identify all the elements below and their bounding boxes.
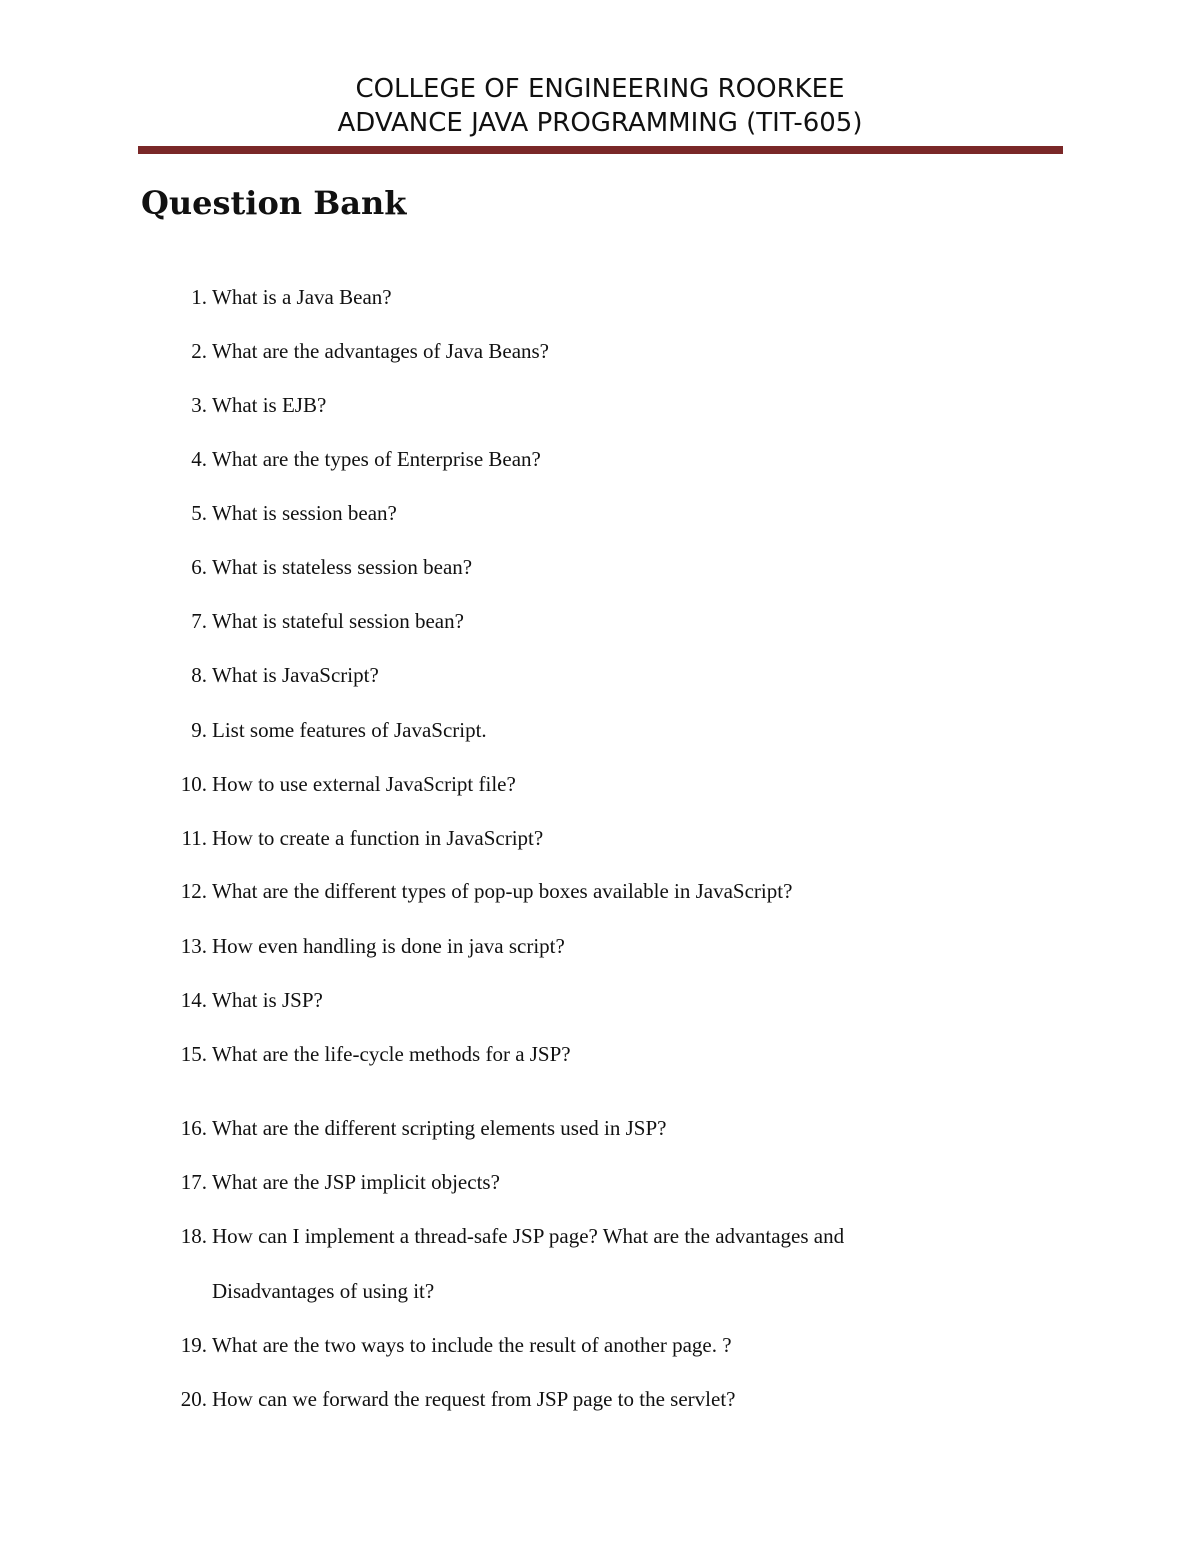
question-text: What are the different scripting elements used in JSP? [212, 1116, 667, 1140]
question-number: 19. [180, 1333, 207, 1357]
question-text: How to create a function in JavaScript? [212, 826, 544, 850]
question-text: What is EJB? [212, 393, 327, 417]
question-text: How even handling is done in java script? [212, 934, 565, 958]
question-number: 20. [180, 1387, 207, 1411]
question-number: 1. [191, 285, 207, 309]
question-number: 18. [180, 1224, 207, 1248]
question-text: How can I implement a thread-safe JSP page? What are the advantages and [212, 1224, 845, 1248]
question-number: 15. [180, 1042, 207, 1066]
question-number: 5. [191, 501, 207, 525]
question-number: 11. [181, 826, 207, 850]
question-number: 7. [191, 609, 207, 633]
question-number: 3. [191, 393, 207, 417]
question-number: 12. [180, 879, 207, 903]
question-text: What are the two ways to include the result of another page. ? [212, 1333, 732, 1357]
question-number: 16. [180, 1116, 207, 1140]
question-text: What is stateless session bean? [212, 555, 473, 579]
question-text: What are the different types of pop-up boxes available in JavaScript? [212, 879, 793, 903]
course-title: ADVANCE JAVA PROGRAMMING (TIT-605) [337, 108, 863, 138]
question-number: 4. [191, 447, 207, 471]
header-divider [138, 146, 1063, 154]
question-text: How can we forward the request from JSP page to the servlet? [212, 1387, 736, 1411]
document-header [0, 72, 1200, 140]
question-text-continuation: Disadvantages of using it? [212, 1279, 435, 1303]
question-text: How to use external JavaScript file? [212, 772, 516, 796]
question-number: 8. [191, 663, 207, 687]
question-text: What are the JSP implicit objects? [212, 1170, 500, 1194]
question-text: What is stateful session bean? [212, 609, 464, 633]
page-title: Question Bank [141, 184, 407, 222]
question-text: What are the types of Enterprise Bean? [212, 447, 541, 471]
question-number: 14. [180, 988, 207, 1012]
question-text: What is JSP? [212, 988, 323, 1012]
question-text: What is JavaScript? [212, 663, 379, 687]
college-name: COLLEGE OF ENGINEERING ROORKEE [355, 74, 845, 104]
question-number: 6. [191, 555, 207, 579]
question-number: 2. [191, 339, 207, 363]
question-text: What are the life-cycle methods for a JSP? [212, 1042, 571, 1066]
question-text: What are the advantages of Java Beans? [212, 339, 550, 363]
question-number: 13. [180, 934, 207, 958]
question-number: 9. [191, 718, 207, 742]
question-text: List some features of JavaScript. [212, 718, 487, 742]
question-number: 17. [180, 1170, 207, 1194]
question-number: 10. [180, 772, 207, 796]
question-text: What is a Java Bean? [212, 285, 392, 309]
question-text: What is session bean? [212, 501, 397, 525]
